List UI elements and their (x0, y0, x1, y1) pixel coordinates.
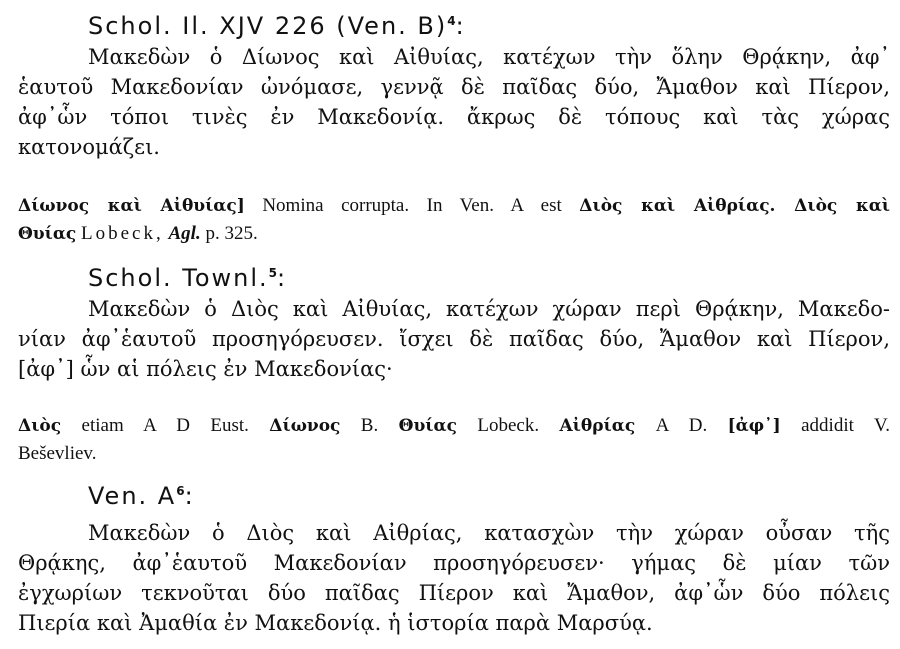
lemma: Δίωνος καὶ Αἰθυίας] (18, 196, 245, 216)
text-line: Μακεδὼν ὁ Διὸς καὶ Αἰθυίας, κατέχων χώραν περὶ Θρᾴκην, Μακεδο- (88, 297, 890, 321)
work-title: Agl. (168, 223, 201, 244)
text-line: Πιερία καὶ Ἀμαθία ἐν Μακεδονίᾳ. ἡ ἱστορία παρὰ Μαρσύᾳ. (18, 611, 653, 635)
footnote-marker: 5 (268, 266, 278, 280)
note-text: B. (340, 415, 399, 436)
greek-variant: Διὸς (18, 416, 62, 436)
footnote-marker: 4 (447, 14, 456, 28)
greek-variant: Δίωνος (269, 416, 341, 436)
greek-variant: [ἀφ᾽] (727, 416, 781, 436)
greek-variant: Θυίας (398, 416, 457, 436)
text-line: Μακεδὼν ὁ Διὸς καὶ Αἰθρίας, κατασχὼν τὴν χώραν οὖσαν τῆς (88, 521, 890, 545)
note-line (18, 192, 890, 220)
text-line: ἑαυτοῦ Μακεδονίαν ὠνόμασε, γεννᾷ δὲ παῖδας δύο, Ἄμαθον καὶ Πίερον, (18, 75, 890, 99)
note-text: addidit V. (780, 415, 890, 436)
heading-colon: : (277, 264, 288, 292)
greek-variant: Διὸς καὶ Αἰθρίας. Διὸς καὶ (579, 196, 891, 216)
greek-passage-3 (18, 518, 890, 638)
page-reference: p. 325. (205, 223, 258, 244)
greek-passage-1 (18, 42, 890, 162)
text-line: [ἀφ᾽] ὧν αἱ πόλεις ἐν Μακεδονίας· (18, 357, 393, 381)
note-text: Nomina corrupta. In Ven. A est (262, 195, 562, 216)
heading-colon: : (184, 482, 195, 510)
text-line: νίαν ἀφ᾽ἑαυτοῦ προσηγόρευσεν. ἴσχει δὲ παῖδας δύο, Ἄμαθον καὶ Πίερον, (18, 327, 890, 351)
section-heading-scholium-iliad (88, 6, 466, 41)
note-line: Beševliev. (18, 443, 97, 464)
section-heading-townley (88, 258, 287, 293)
text-line: ἐγχωρίων τεκνοῦται δύο παῖδας Πίερον καὶ Ἄμαθον, ἀφ᾽ὧν δύο πόλεις (18, 581, 890, 605)
text-line: Μακεδὼν ὁ Δίωνος καὶ Αἰθυίας, κατέχων τὴν ὅλην Θρᾴκην, ἀφ᾽ (88, 45, 890, 69)
section-heading-venetus-a (88, 476, 195, 511)
note-line (18, 220, 890, 248)
heading-colon: : (455, 12, 466, 40)
apparatus-note-2 (18, 412, 890, 467)
text-line: Θρᾴκης, ἀφ᾽ἑαυτοῦ Μακεδονίαν προσηγόρευσεν· γήμας δὲ μίαν τῶν (18, 551, 890, 575)
greek-passage-2 (18, 294, 890, 384)
note-text: A D. (635, 415, 728, 436)
author-name: Lobeck, (81, 223, 164, 244)
text-line: κατονομάζει. (18, 135, 160, 159)
heading-text: Ven. A (88, 482, 177, 510)
greek-variant: Αἰθρίας (559, 416, 636, 436)
heading-text: Schol. Il. XJV 226 (Ven. B) (88, 12, 448, 40)
note-text: etiam A D Eust. (61, 415, 270, 436)
greek-variant: Θυίας (18, 224, 77, 244)
note-line (18, 412, 890, 440)
footnote-marker: 6 (176, 484, 185, 498)
text-line: ἀφ᾽ὧν τόποι τινὲς ἐν Μακεδονίᾳ. ἄκρως δὲ τόπους καὶ τὰς χώρας (18, 105, 890, 129)
note-text: Lobeck. (456, 415, 560, 436)
heading-text: Schol. Townl. (88, 264, 269, 292)
apparatus-note-1 (18, 192, 890, 248)
